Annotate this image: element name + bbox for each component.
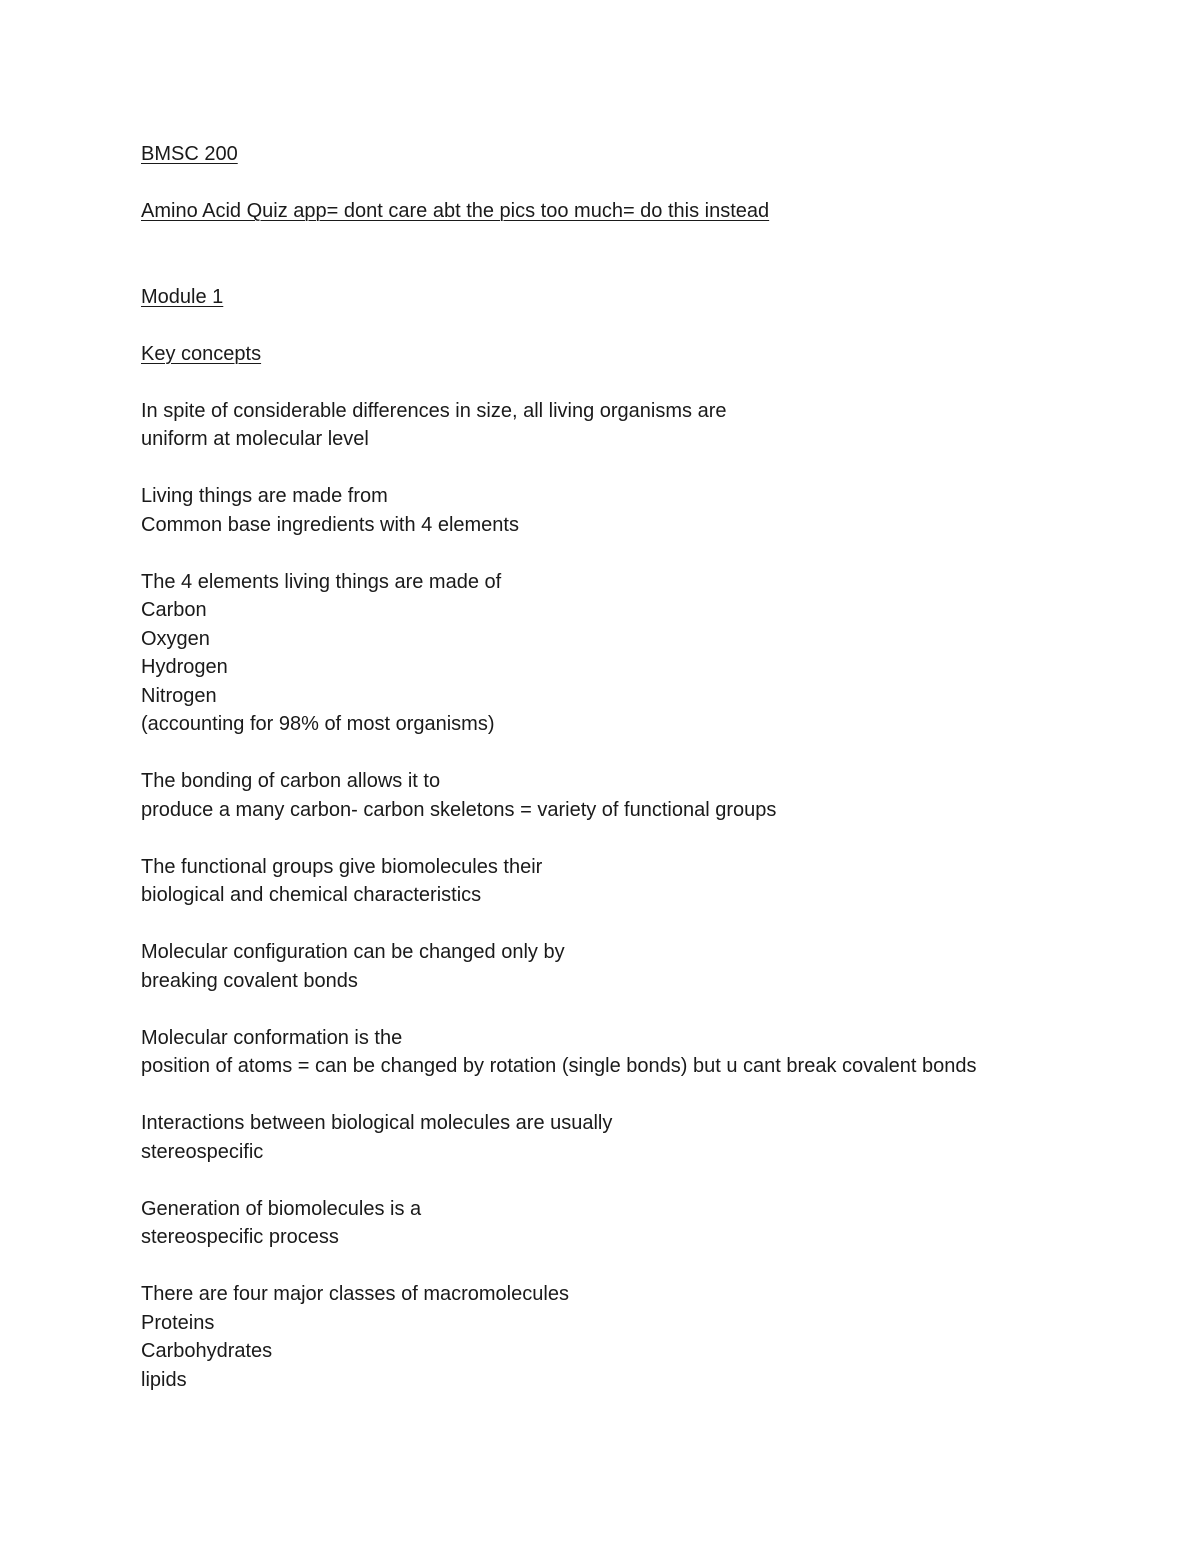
list-item: Carbohydrates bbox=[141, 1340, 273, 1362]
paragraph bbox=[141, 1195, 1141, 1252]
text-line: produce a many carbon- carbon skeletons = variety of functional groups bbox=[141, 798, 777, 821]
paragraph bbox=[141, 1024, 1141, 1081]
list-item: lipids bbox=[141, 1368, 187, 1391]
text-line: Molecular configuration can be changed only by bbox=[141, 941, 565, 963]
list-item: Proteins bbox=[141, 1311, 215, 1334]
list-item: Oxygen bbox=[141, 627, 210, 650]
list-item: Carbon bbox=[141, 599, 207, 621]
document-page bbox=[141, 140, 1141, 1394]
spacer bbox=[141, 910, 1141, 939]
text-line: Generation of biomolecules is a bbox=[141, 1197, 422, 1220]
paragraph bbox=[141, 853, 1141, 910]
course-title: BMSC 200 bbox=[141, 143, 238, 165]
text-line: (accounting for 98% of most organisms) bbox=[141, 713, 495, 735]
text-line: The 4 elements living things are made of bbox=[141, 570, 502, 593]
spacer bbox=[141, 739, 1141, 768]
text-line: Living things are made from bbox=[141, 485, 388, 507]
spacer bbox=[141, 226, 1141, 283]
text-line: stereospecific process bbox=[141, 1226, 339, 1248]
text-line: biological and chemical characteristics bbox=[141, 884, 482, 906]
list-item: Nitrogen bbox=[141, 684, 217, 707]
paragraph bbox=[141, 938, 1141, 995]
text-line: The functional groups give biomolecules their bbox=[141, 855, 543, 878]
spacer bbox=[141, 1166, 1141, 1195]
spacer bbox=[141, 995, 1141, 1024]
note-heading: Amino Acid Quiz app= dont care abt the pics too much= do this instead bbox=[141, 200, 770, 222]
text-line: The bonding of carbon allows it to bbox=[141, 770, 441, 792]
spacer bbox=[141, 368, 1141, 397]
text-line: Molecular conformation is the bbox=[141, 1026, 403, 1049]
spacer bbox=[141, 1252, 1141, 1281]
list-item: Hydrogen bbox=[141, 656, 228, 678]
text-line: uniform at molecular level bbox=[141, 428, 369, 450]
text-line: Interactions between biological molecules are usually bbox=[141, 1112, 613, 1134]
text-line: stereospecific bbox=[141, 1140, 264, 1163]
module-title: Module 1 bbox=[141, 285, 224, 308]
section-title: Key concepts bbox=[141, 342, 262, 365]
text-line: breaking covalent bonds bbox=[141, 969, 358, 992]
spacer bbox=[141, 824, 1141, 853]
paragraph bbox=[141, 568, 1141, 739]
spacer bbox=[141, 311, 1141, 340]
paragraph bbox=[141, 1280, 1141, 1394]
text-line: Common base ingredients with 4 elements bbox=[141, 513, 519, 536]
paragraph bbox=[141, 482, 1141, 539]
spacer bbox=[141, 539, 1141, 568]
text-line: There are four major classes of macromolecules bbox=[141, 1283, 569, 1305]
spacer bbox=[141, 169, 1141, 198]
text-line: position of atoms = can be changed by rotation (single bonds) but u cant break covalent bonds bbox=[141, 1055, 977, 1077]
spacer bbox=[141, 1081, 1141, 1110]
paragraph bbox=[141, 397, 1141, 454]
text-line: In spite of considerable differences in size, all living organisms are bbox=[141, 399, 727, 422]
paragraph bbox=[141, 1109, 1141, 1166]
paragraph bbox=[141, 767, 1141, 824]
spacer bbox=[141, 454, 1141, 483]
